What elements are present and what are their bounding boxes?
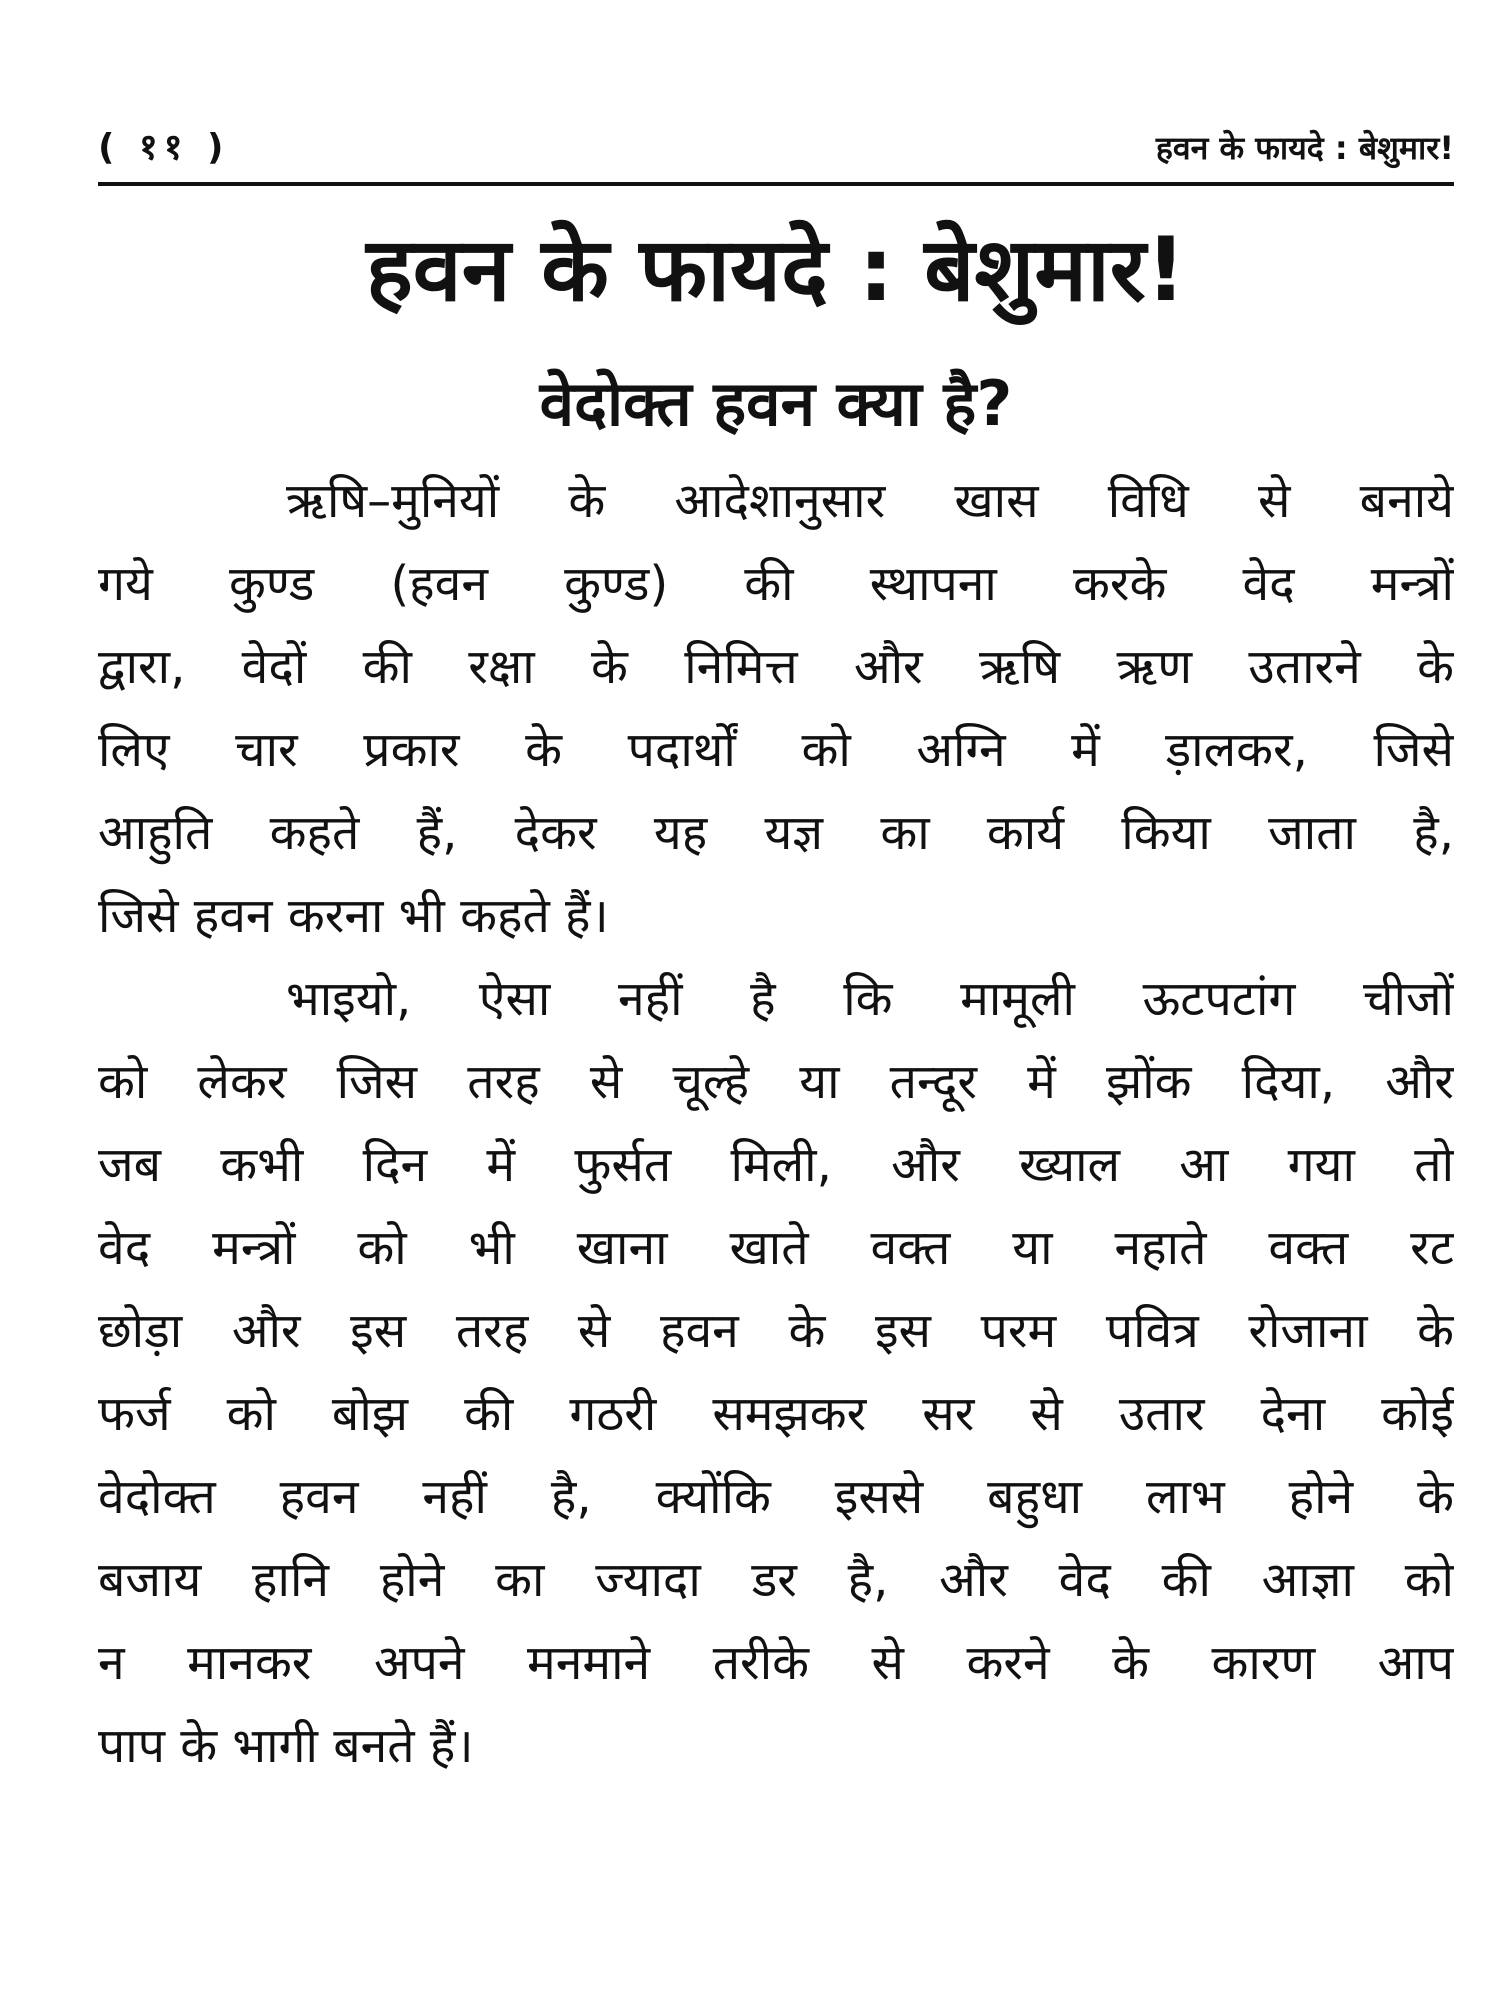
paragraph-2	[98, 958, 1454, 1788]
running-title: हवन के फायदे : बेशुमार!	[1155, 129, 1454, 167]
text-line: गये कुण्ड (हवन कुण्ड) की स्थापना करके वेद मन्त्रों	[98, 556, 1454, 612]
text-line: बजाय हानि होने का ज्यादा डर है, और वेद की आज्ञा को	[98, 1552, 1454, 1608]
text-line: द्वारा, वेदों की रक्षा के निमित्त और ऋषि ऋण उतारने के	[98, 639, 1454, 695]
header-divider	[98, 182, 1454, 186]
text-line: भाइयो, ऐसा नहीं है कि मामूली ऊटपटांग चीजों	[286, 971, 1454, 1027]
text-line: आहुति कहते हैं, देकर यह यज्ञ का कार्य किया जाता है,	[98, 805, 1454, 861]
text-line: जब कभी दिन में फुर्सत मिली, और ख्याल आ गया तो	[98, 1137, 1454, 1193]
text-line: को लेकर जिस तरह से चूल्हे या तन्दूर में झोंक दिया, और	[98, 1054, 1454, 1110]
text-line: छोड़ा और इस तरह से हवन के इस परम पवित्र रोजाना के	[98, 1303, 1454, 1359]
text-line: वेदोक्त हवन नहीं है, क्योंकि इससे बहुधा लाभ होने के	[98, 1469, 1454, 1525]
text-line: ऋषि–मुनियों के आदेशानुसार खास विधि से बनाये	[286, 473, 1454, 529]
chapter-title: हवन के फायदे : बेशुमार!	[366, 218, 1186, 321]
text-line: वेद मन्त्रों को भी खाना खाते वक्त या नहाते वक्त रट	[98, 1220, 1454, 1276]
text-line: पाप के भागी बनते हैं।	[98, 1718, 474, 1774]
text-line: न मानकर अपने मनमाने तरीके से करने के कारण आप	[98, 1635, 1454, 1691]
page-number: ( ११ )	[98, 127, 230, 168]
body-text	[98, 460, 1454, 1788]
text-line: लिए चार प्रकार के पदार्थों को अग्नि में ड़ालकर, जिसे	[98, 722, 1454, 778]
section-heading: वेदोक्त हवन क्या है?	[539, 367, 1013, 440]
running-header	[98, 122, 1454, 174]
text-line: जिसे हवन करना भी कहते हैं।	[98, 888, 609, 944]
text-line: फर्ज को बोझ की गठरी समझकर सर से उतार देना कोई	[98, 1386, 1454, 1442]
paragraph-1	[98, 460, 1454, 958]
